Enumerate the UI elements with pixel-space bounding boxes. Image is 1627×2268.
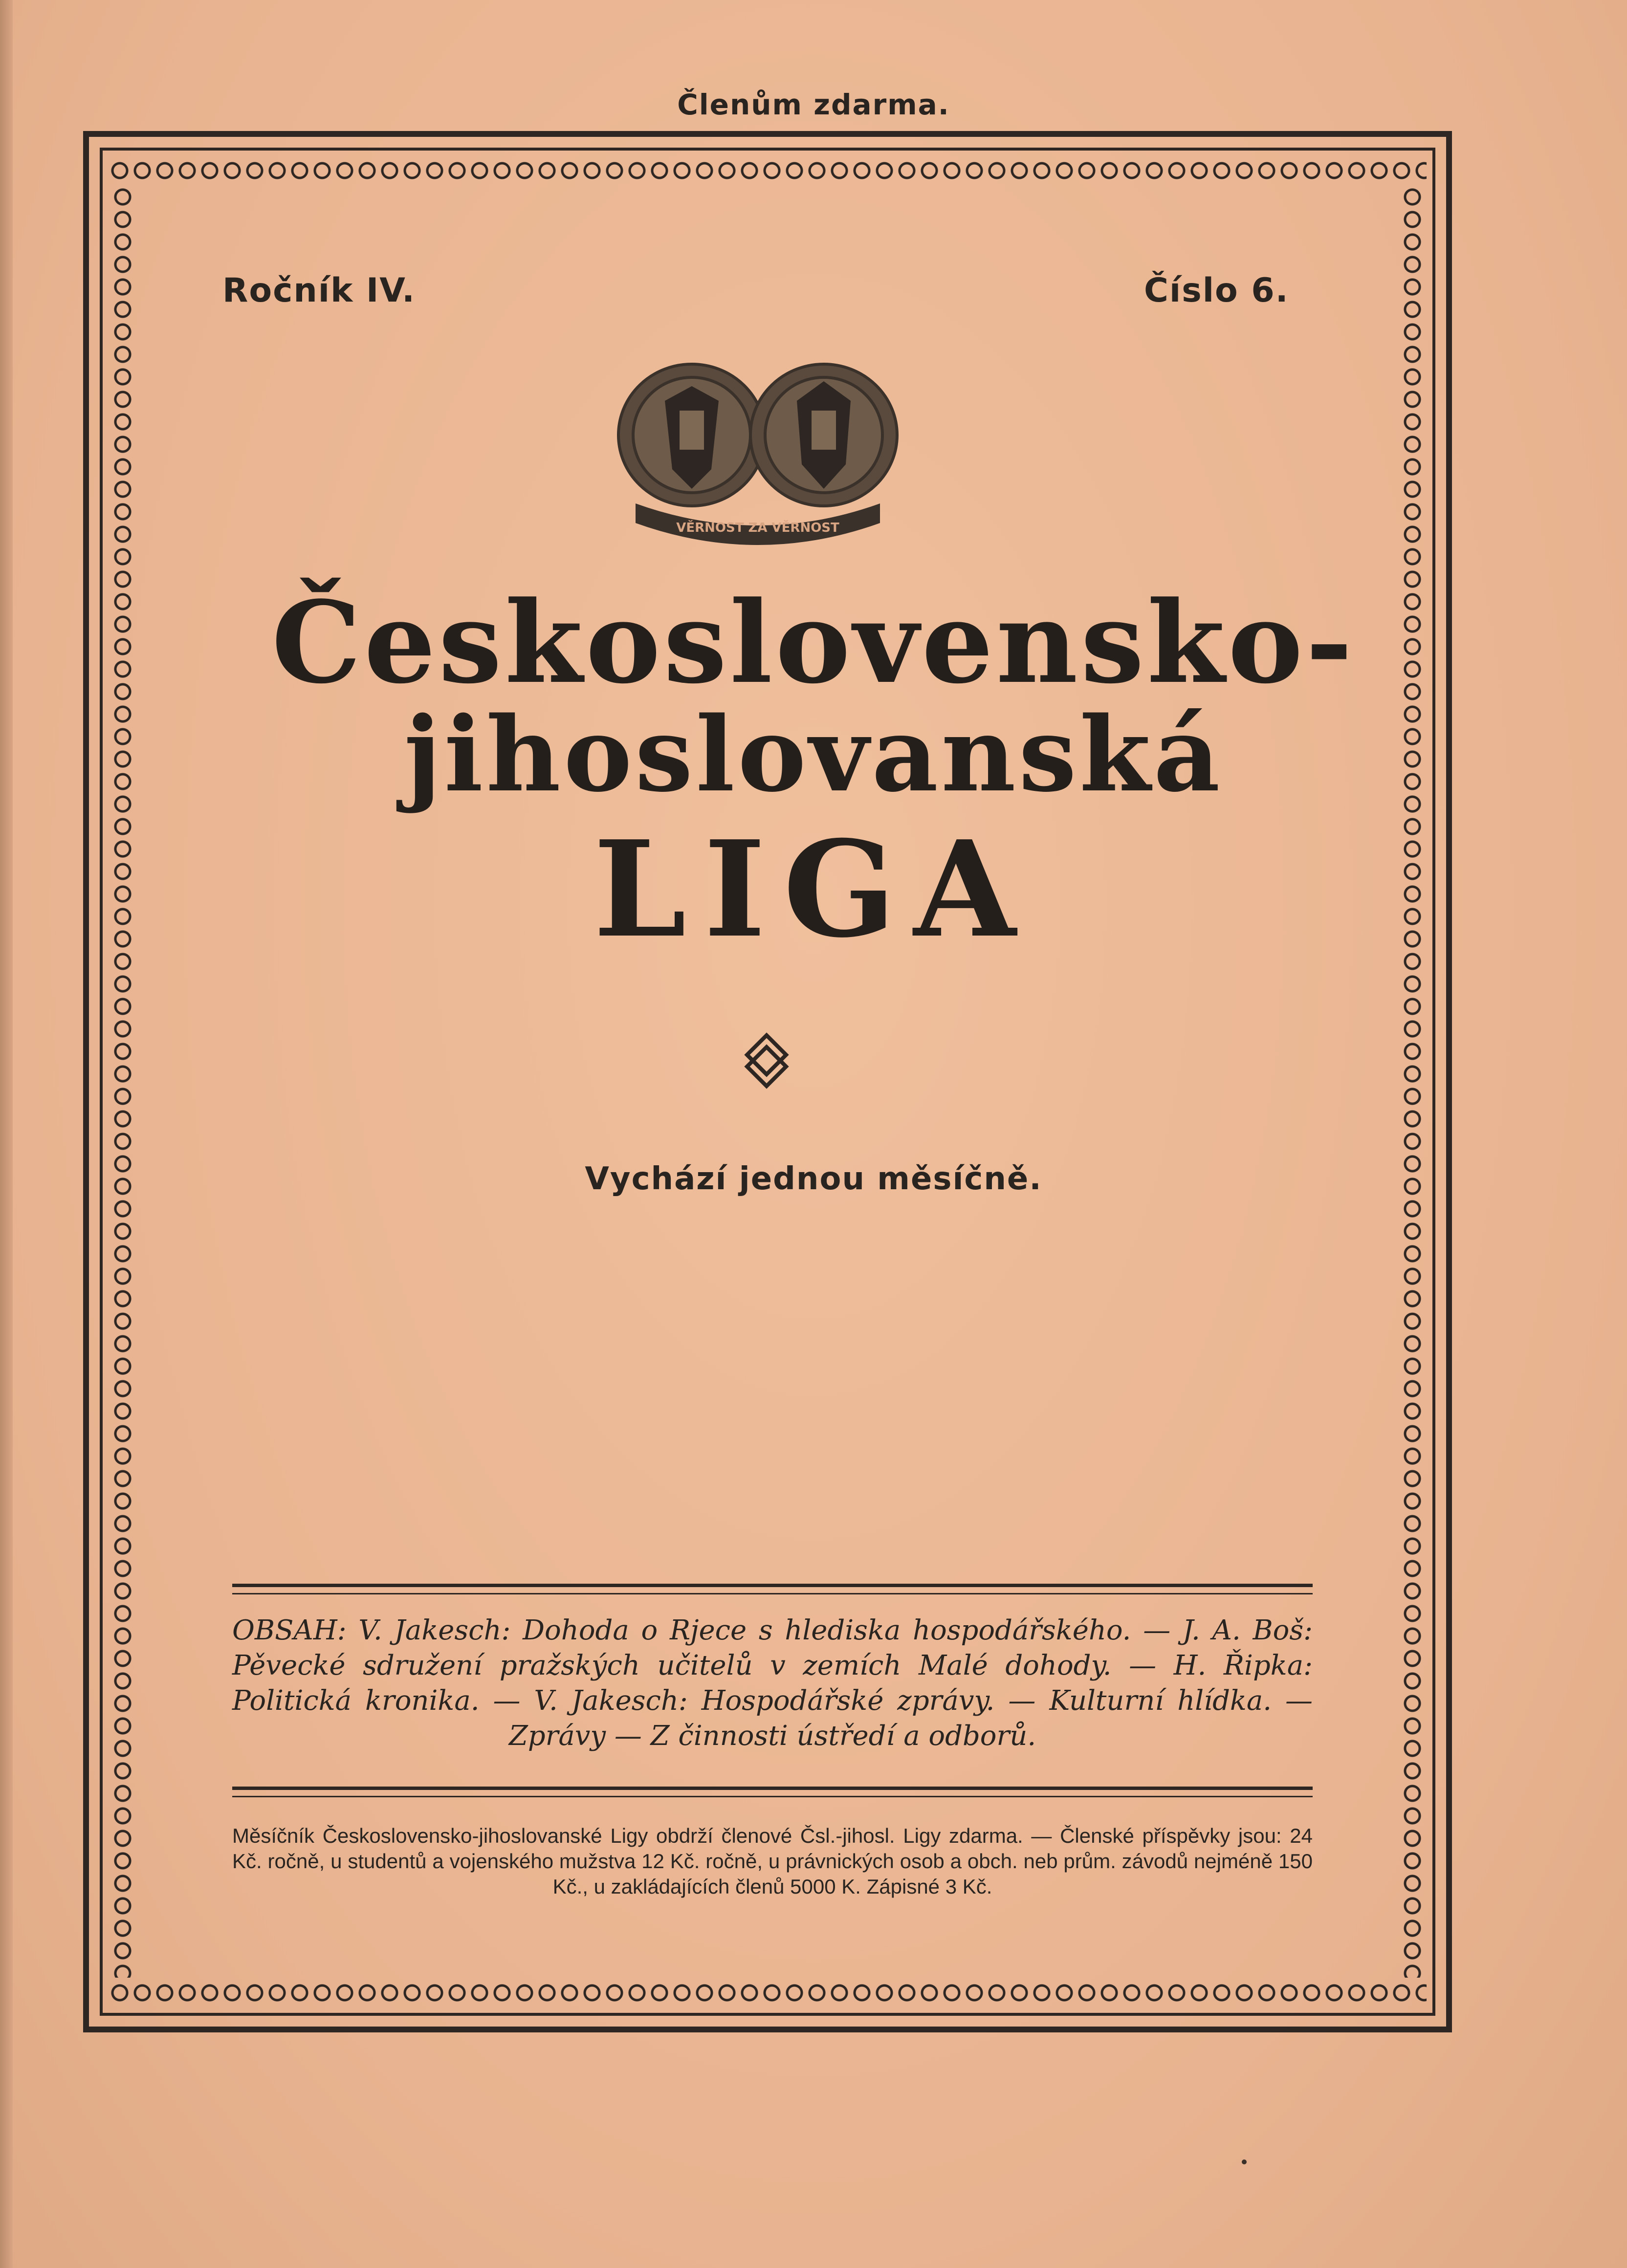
- membership-info: Měsíčník Československo-jihoslovanské Ligy obdrží členové Čsl.-jihosl. Ligy zdarma. — Členské příspěvky jsou: 24 Kč. ročně, u studentů a vojenského mužstva 12 Kč. ročně, u právnických osob a obch. neb prům. závodů nejméně 150 Kč., u zakládajících členů 5000 K. Zápisné 3 Kč.: [232, 1824, 1313, 1898]
- divider-top: [232, 1584, 1313, 1594]
- title-line-1: Československo-: [271, 577, 1356, 709]
- volume-label: Ročník IV.: [222, 271, 416, 310]
- emblem-motto: VĚRNOST ZA VĚRNOST: [676, 521, 839, 535]
- title-liga: LIGA: [593, 811, 1034, 967]
- knot-ornament-icon: [737, 1031, 796, 1090]
- table-of-contents: OBSAH: V. Jakesch: Dohoda o Rjece s hlediska hospodářského. — J. A. Boš: Pěvecké sdružení pražských učitelů v zemích Malé dohody. — H. Řipka: Politická kronika. — V. Jakesch: Hospodářské zprávy. — Kulturní hlídka. — Zprávy — Z činnosti ústředí a odborů.: [232, 1614, 1313, 1752]
- paper-speck: [1242, 2159, 1247, 2164]
- divider-bottom: [232, 1787, 1313, 1797]
- title-line-2: jihoslovanská: [404, 694, 1223, 815]
- issue-number: Číslo 6.: [1144, 271, 1289, 310]
- coat-of-arms-emblem: [606, 342, 909, 557]
- frequency-note: Vychází jednou měsíčně.: [585, 1161, 1042, 1197]
- header-note: Členům zdarma.: [677, 88, 950, 121]
